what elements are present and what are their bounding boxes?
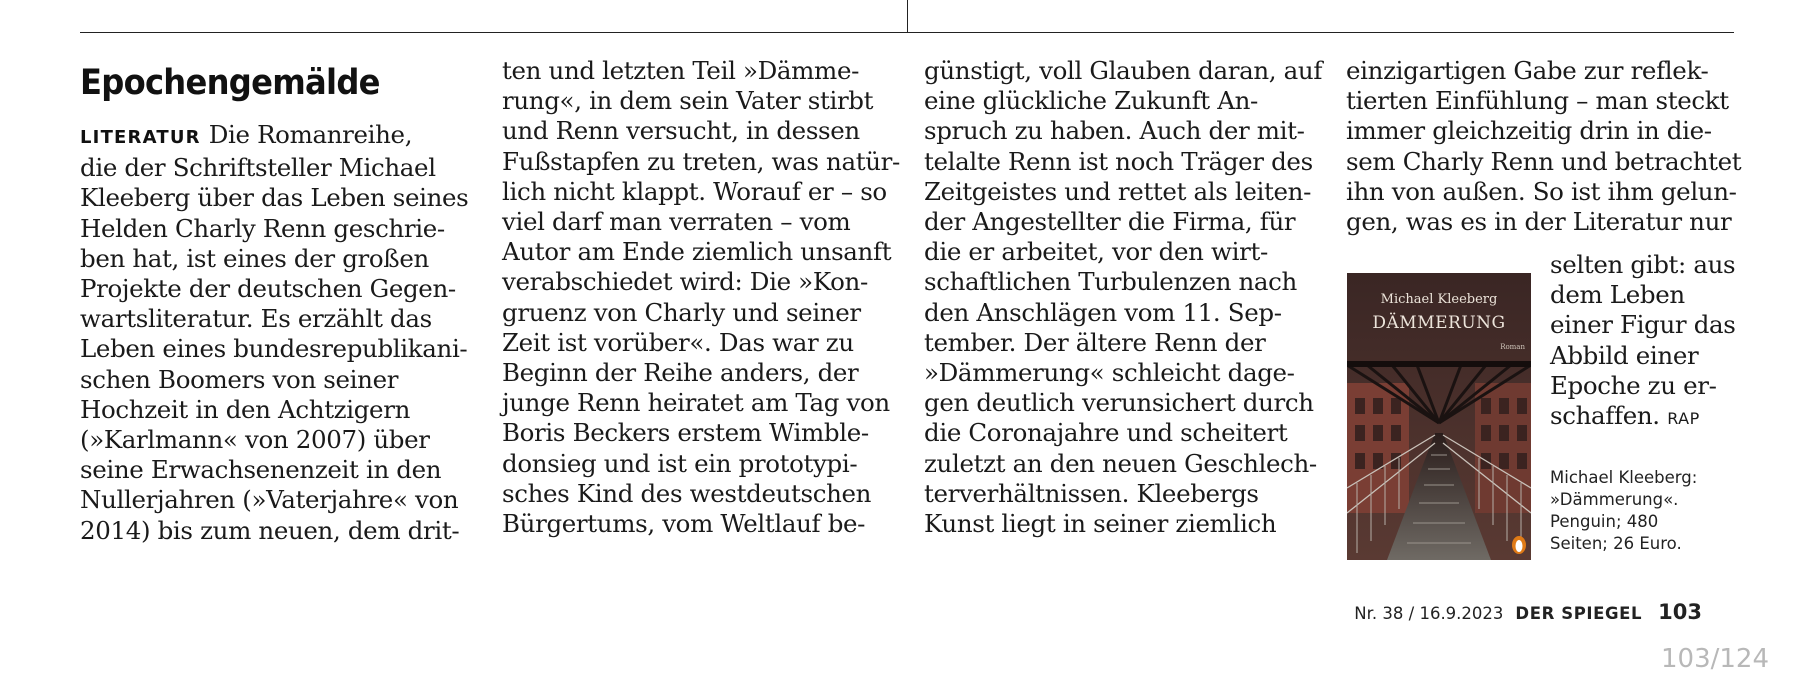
column-2-text: ten und letzten Teil »Dämme- rung«, in dem sein Vater stirbt und Renn versucht, in dessen Fußstapfen zu treten, was natür- lich nicht klappt. Worauf er – so viel darf man verraten – vom Autor am Ende ziemlich unsanft verabschiedet wird: Die »Kon- gruenz von Charly und seiner Zeit ist vorüber«. Das war zu Beginn der Reihe anders, der junge Renn heiratet am Tag von Boris Beckers erstem Wimble- donsieg und ist ein prototypi- sches Kind des westdeutschen Bürgertums, vom Weltlauf be- [502, 56, 900, 539]
column-divider-top [907, 0, 908, 32]
book-cover-title: DÄMMERUNG [1372, 313, 1506, 333]
issue-info: Nr. 38 / 16.9.2023 [1354, 604, 1504, 623]
article-headline: Epochengemälde [80, 63, 380, 103]
article-column-1 [80, 56, 475, 546]
article-column-2 [502, 56, 902, 539]
article-paragraph-1 [80, 120, 475, 546]
column-4-wrap-text: selten gibt: aus dem Leben einer Figur das Abbild einer Epoche zu er- schaffen. [1550, 250, 1736, 431]
top-rule [80, 32, 1734, 33]
book-cover-author: Michael Kleeberg [1380, 292, 1498, 307]
book-cover-illustration [1347, 273, 1531, 560]
column-4-wrap [1550, 250, 1750, 434]
column-3-text: günstigt, voll Glauben daran, auf eine glückliche Zukunft An- spruch zu haben. Auch der mit- telalte Renn ist noch Träger des Zeitgeistes und rettet als leiten- der Angestellter die Firma, für die er arbeitet, vor den wirt- schaftlichen Turbulenzen nach den Anschlägen vom 11. Sep- tember. Der ältere Renn der »Dämmerung« schleicht dage- gen deutlich verunsichert durch die Coronajahre und scheitert zuletzt an den neuen Geschlech- terverhältnissen. Kleebergs Kunst liegt in seiner ziemlich [924, 56, 1323, 539]
page-footer [1354, 600, 1702, 624]
book-cover-image [1347, 273, 1531, 560]
book-caption: Michael Kleeberg: »Dämmerung«. Penguin; 480 Seiten; 26 Euro. [1550, 468, 1698, 553]
magazine-name: DER SPIEGEL [1515, 604, 1643, 623]
column-4-text: einzigartigen Gabe zur reflek- tierten Einfühlung – man steckt immer gleichzeitig drin in die- sem Charly Renn und betrachtet ihn von außen. So ist ihm gelun- gen, was es in der Literatur nur [1346, 56, 1742, 237]
article-column-3 [924, 56, 1324, 539]
page-counter: 103/124 [1660, 644, 1769, 674]
article-column-4 [1346, 56, 1746, 237]
book-cover-genre: Roman [1500, 343, 1525, 351]
page-number: 103 [1658, 600, 1702, 624]
column-1-text: Die Romanreihe, die der Schriftsteller Michael Kleeberg über das Leben seines Helden Charly Renn geschrie- ben hat, ist eines der großen Projekte der deutschen Gegen- wartsliteratur. Es erzählt das Leben eines bundesrepublikani- schen Boomers von seiner Hochzeit in den Achtzigern (»Karlmann« von 2007) über seine Erwachsenenzeit in den Nullerjahren (»Vaterjahre« von 2014) bis zum neuen, dem drit- [80, 120, 469, 545]
author-initials: RAP [1667, 409, 1700, 429]
article-kicker: LITERATUR [80, 127, 201, 148]
